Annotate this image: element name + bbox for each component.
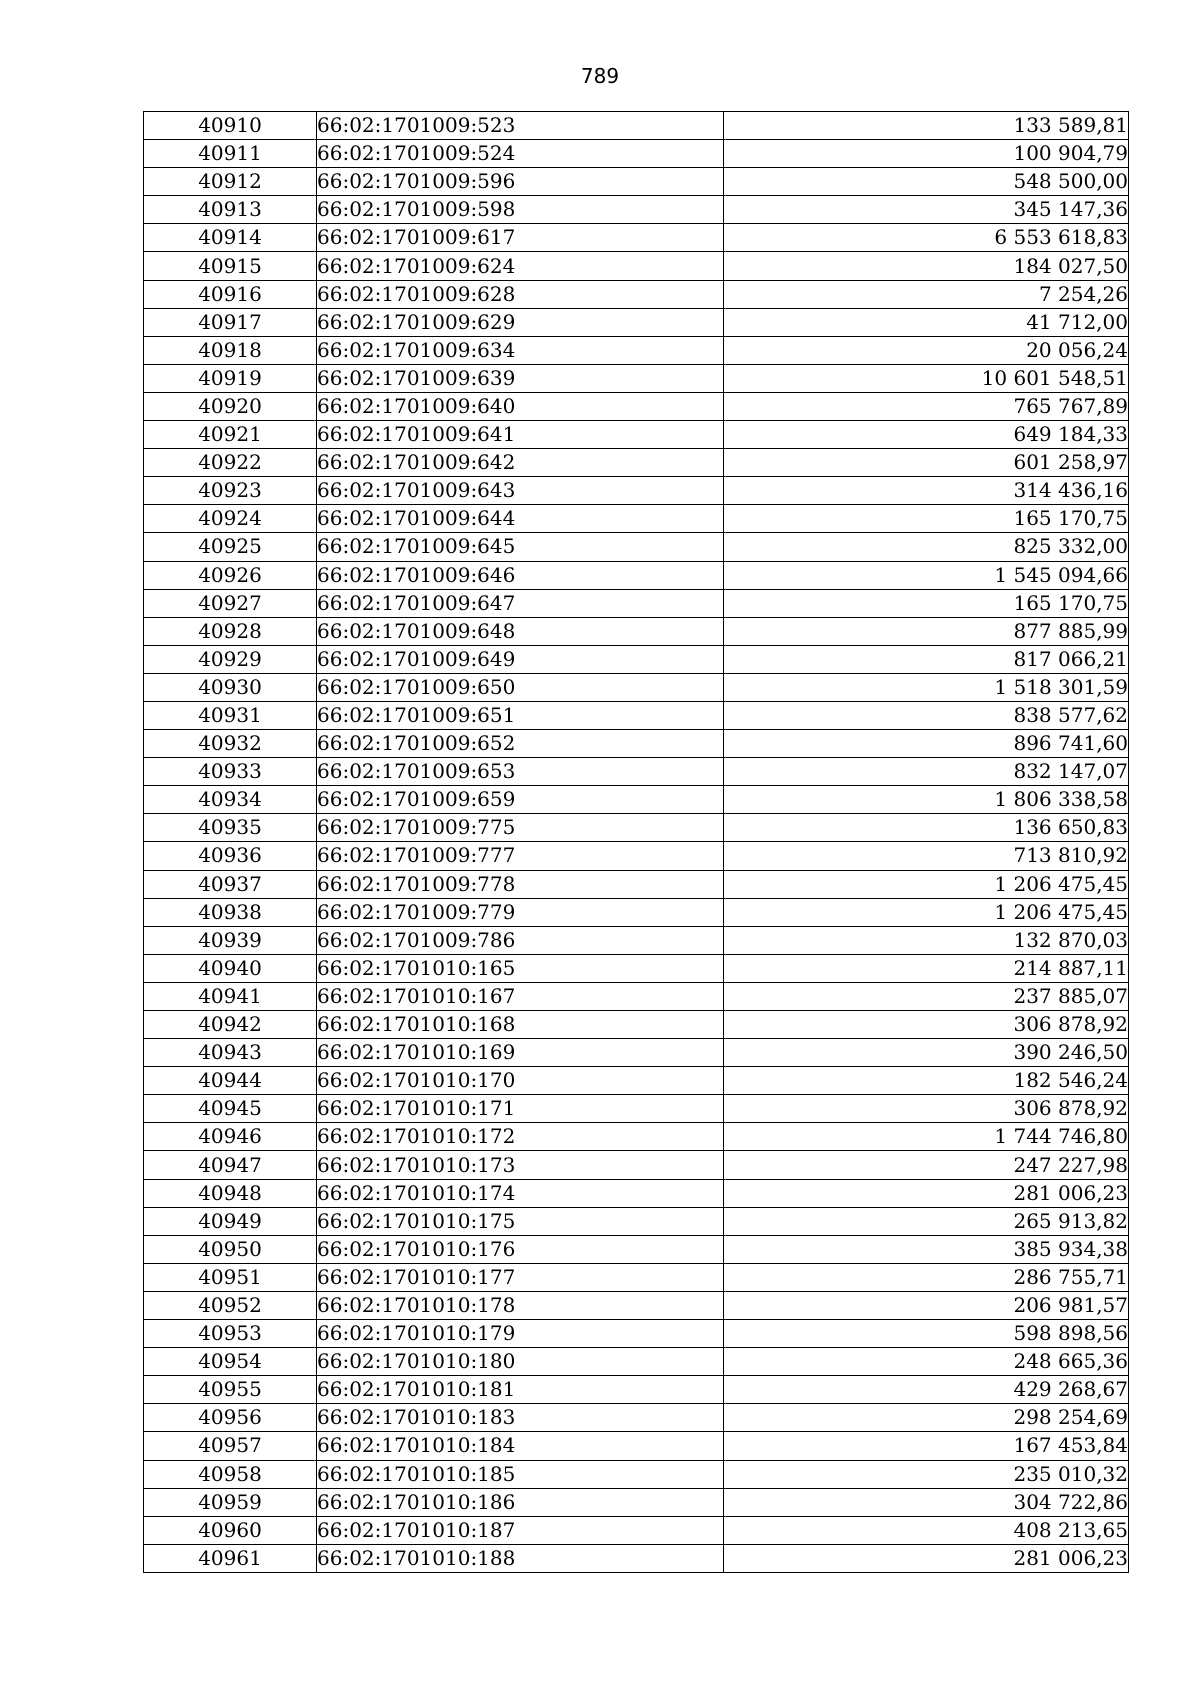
row-number-cell: 40946 [144, 1123, 317, 1151]
row-number-cell: 40948 [144, 1179, 317, 1207]
cadastral-value-cell: 1 206 475,45 [724, 898, 1129, 926]
cadastral-value-cell: 7 254,26 [724, 280, 1129, 308]
table-row [144, 336, 1129, 364]
table-row [144, 730, 1129, 758]
cadastral-value-cell: 429 268,67 [724, 1376, 1129, 1404]
cadastral-number-cell: 66:02:1701010:176 [317, 1235, 724, 1263]
row-number-cell: 40951 [144, 1263, 317, 1291]
table-row [144, 1151, 1129, 1179]
row-number-cell: 40920 [144, 392, 317, 420]
table-row [144, 673, 1129, 701]
cadastral-value-cell: 167 453,84 [724, 1432, 1129, 1460]
cadastral-number-cell: 66:02:1701009:649 [317, 645, 724, 673]
row-number-cell: 40910 [144, 112, 317, 140]
cadastral-value-cell: 281 006,23 [724, 1544, 1129, 1572]
table-row [144, 364, 1129, 392]
cadastral-number-cell: 66:02:1701010:179 [317, 1320, 724, 1348]
cadastral-value-cell: 832 147,07 [724, 758, 1129, 786]
cadastral-number-cell: 66:02:1701009:651 [317, 701, 724, 729]
cadastral-value-cell: 206 981,57 [724, 1291, 1129, 1319]
table-row [144, 1011, 1129, 1039]
cadastral-value-cell: 345 147,36 [724, 196, 1129, 224]
cadastral-number-cell: 66:02:1701010:175 [317, 1207, 724, 1235]
row-number-cell: 40953 [144, 1320, 317, 1348]
table-row [144, 252, 1129, 280]
row-number-cell: 40943 [144, 1039, 317, 1067]
cadastral-number-cell: 66:02:1701009:628 [317, 280, 724, 308]
cadastral-value-cell: 6 553 618,83 [724, 224, 1129, 252]
row-number-cell: 40931 [144, 701, 317, 729]
cadastral-value-cell: 184 027,50 [724, 252, 1129, 280]
cadastral-value-cell: 408 213,65 [724, 1516, 1129, 1544]
cadastral-value-cell: 817 066,21 [724, 645, 1129, 673]
row-number-cell: 40922 [144, 449, 317, 477]
cadastral-number-cell: 66:02:1701009:617 [317, 224, 724, 252]
cadastral-value-cell: 248 665,36 [724, 1348, 1129, 1376]
cadastral-number-cell: 66:02:1701010:180 [317, 1348, 724, 1376]
cadastral-value-cell: 649 184,33 [724, 421, 1129, 449]
cadastral-number-cell: 66:02:1701009:778 [317, 870, 724, 898]
cadastral-number-cell: 66:02:1701009:639 [317, 364, 724, 392]
cadastral-number-cell: 66:02:1701009:650 [317, 673, 724, 701]
cadastral-number-cell: 66:02:1701010:186 [317, 1488, 724, 1516]
row-number-cell: 40924 [144, 505, 317, 533]
table-row [144, 954, 1129, 982]
table-row [144, 224, 1129, 252]
table-row [144, 449, 1129, 477]
table-row [144, 421, 1129, 449]
cadastral-number-cell: 66:02:1701009:779 [317, 898, 724, 926]
row-number-cell: 40923 [144, 477, 317, 505]
row-number-cell: 40955 [144, 1376, 317, 1404]
row-number-cell: 40957 [144, 1432, 317, 1460]
cadastral-value-cell: 1 206 475,45 [724, 870, 1129, 898]
cadastral-value-cell: 314 436,16 [724, 477, 1129, 505]
table-row [144, 1460, 1129, 1488]
cadastral-number-cell: 66:02:1701010:170 [317, 1067, 724, 1095]
table-body [144, 112, 1129, 1573]
cadastral-value-cell: 20 056,24 [724, 336, 1129, 364]
cadastral-number-cell: 66:02:1701009:652 [317, 730, 724, 758]
row-number-cell: 40919 [144, 364, 317, 392]
cadastral-number-cell: 66:02:1701010:177 [317, 1263, 724, 1291]
table-row [144, 814, 1129, 842]
cadastral-number-cell: 66:02:1701009:624 [317, 252, 724, 280]
page-number: 789 [580, 64, 620, 88]
cadastral-number-cell: 66:02:1701010:187 [317, 1516, 724, 1544]
cadastral-value-cell: 286 755,71 [724, 1263, 1129, 1291]
cadastral-number-cell: 66:02:1701009:640 [317, 392, 724, 420]
table-row [144, 786, 1129, 814]
table-row [144, 1544, 1129, 1572]
cadastral-value-cell: 877 885,99 [724, 617, 1129, 645]
cadastral-value-cell: 598 898,56 [724, 1320, 1129, 1348]
table-row [144, 982, 1129, 1010]
cadastral-number-cell: 66:02:1701009:642 [317, 449, 724, 477]
row-number-cell: 40950 [144, 1235, 317, 1263]
cadastral-value-cell: 713 810,92 [724, 842, 1129, 870]
table-row [144, 1348, 1129, 1376]
cadastral-number-cell: 66:02:1701010:183 [317, 1404, 724, 1432]
table-row [144, 392, 1129, 420]
table-row [144, 1320, 1129, 1348]
row-number-cell: 40949 [144, 1207, 317, 1235]
table-row [144, 758, 1129, 786]
row-number-cell: 40937 [144, 870, 317, 898]
cadastral-value-cell: 548 500,00 [724, 168, 1129, 196]
cadastral-number-cell: 66:02:1701009:524 [317, 140, 724, 168]
cadastral-number-cell: 66:02:1701010:181 [317, 1376, 724, 1404]
table-row [144, 505, 1129, 533]
cadastral-number-cell: 66:02:1701010:171 [317, 1095, 724, 1123]
cadastral-value-cell: 132 870,03 [724, 926, 1129, 954]
row-number-cell: 40933 [144, 758, 317, 786]
row-number-cell: 40925 [144, 533, 317, 561]
table-row [144, 842, 1129, 870]
row-number-cell: 40927 [144, 589, 317, 617]
row-number-cell: 40930 [144, 673, 317, 701]
cadastral-value-cell: 306 878,92 [724, 1095, 1129, 1123]
table-row [144, 617, 1129, 645]
cadastral-number-cell: 66:02:1701010:168 [317, 1011, 724, 1039]
table-row [144, 645, 1129, 673]
row-number-cell: 40952 [144, 1291, 317, 1319]
row-number-cell: 40911 [144, 140, 317, 168]
cadastral-number-cell: 66:02:1701010:174 [317, 1179, 724, 1207]
cadastral-number-cell: 66:02:1701010:188 [317, 1544, 724, 1572]
cadastral-number-cell: 66:02:1701010:172 [317, 1123, 724, 1151]
table-row [144, 1432, 1129, 1460]
table-row [144, 926, 1129, 954]
cadastral-number-cell: 66:02:1701010:169 [317, 1039, 724, 1067]
cadastral-value-cell: 1 744 746,80 [724, 1123, 1129, 1151]
cadastral-number-cell: 66:02:1701010:167 [317, 982, 724, 1010]
table-row [144, 1263, 1129, 1291]
table-row [144, 561, 1129, 589]
row-number-cell: 40918 [144, 336, 317, 364]
row-number-cell: 40928 [144, 617, 317, 645]
cadastral-number-cell: 66:02:1701010:165 [317, 954, 724, 982]
row-number-cell: 40926 [144, 561, 317, 589]
cadastral-value-cell: 281 006,23 [724, 1179, 1129, 1207]
cadastral-number-cell: 66:02:1701009:644 [317, 505, 724, 533]
cadastral-number-cell: 66:02:1701009:641 [317, 421, 724, 449]
cadastral-number-cell: 66:02:1701009:659 [317, 786, 724, 814]
cadastral-number-cell: 66:02:1701009:648 [317, 617, 724, 645]
cadastral-number-cell: 66:02:1701009:775 [317, 814, 724, 842]
row-number-cell: 40915 [144, 252, 317, 280]
table-row [144, 1235, 1129, 1263]
cadastral-value-cell: 182 546,24 [724, 1067, 1129, 1095]
cadastral-value-cell: 1 518 301,59 [724, 673, 1129, 701]
table-row [144, 112, 1129, 140]
cadastral-number-cell: 66:02:1701009:643 [317, 477, 724, 505]
row-number-cell: 40947 [144, 1151, 317, 1179]
cadastral-value-cell: 165 170,75 [724, 589, 1129, 617]
table-row [144, 898, 1129, 926]
cadastral-number-cell: 66:02:1701010:173 [317, 1151, 724, 1179]
table-row [144, 308, 1129, 336]
row-number-cell: 40941 [144, 982, 317, 1010]
table-row [144, 1207, 1129, 1235]
cadastral-value-cell: 133 589,81 [724, 112, 1129, 140]
cadastral-value-cell: 765 767,89 [724, 392, 1129, 420]
cadastral-number-cell: 66:02:1701010:184 [317, 1432, 724, 1460]
cadastral-number-cell: 66:02:1701009:645 [317, 533, 724, 561]
row-number-cell: 40944 [144, 1067, 317, 1095]
cadastral-number-cell: 66:02:1701009:653 [317, 758, 724, 786]
row-number-cell: 40921 [144, 421, 317, 449]
cadastral-number-cell: 66:02:1701009:647 [317, 589, 724, 617]
table-row [144, 1488, 1129, 1516]
table-row [144, 701, 1129, 729]
cadastral-value-cell: 1 545 094,66 [724, 561, 1129, 589]
cadastral-value-cell: 10 601 548,51 [724, 364, 1129, 392]
table-row [144, 533, 1129, 561]
table-row [144, 477, 1129, 505]
cadastral-value-cell: 136 650,83 [724, 814, 1129, 842]
cadastral-number-cell: 66:02:1701010:178 [317, 1291, 724, 1319]
cadastral-value-cell: 165 170,75 [724, 505, 1129, 533]
cadastral-value-cell: 214 887,11 [724, 954, 1129, 982]
cadastral-value-cell: 41 712,00 [724, 308, 1129, 336]
row-number-cell: 40959 [144, 1488, 317, 1516]
cadastral-value-cell: 390 246,50 [724, 1039, 1129, 1067]
cadastral-number-cell: 66:02:1701009:786 [317, 926, 724, 954]
cadastral-value-cell: 100 904,79 [724, 140, 1129, 168]
cadastral-value-cell: 601 258,97 [724, 449, 1129, 477]
cadastral-value-cell: 304 722,86 [724, 1488, 1129, 1516]
cadastral-value-cell: 298 254,69 [724, 1404, 1129, 1432]
table-row [144, 1179, 1129, 1207]
table-row [144, 1404, 1129, 1432]
row-number-cell: 40940 [144, 954, 317, 982]
row-number-cell: 40912 [144, 168, 317, 196]
table-row [144, 589, 1129, 617]
cadastral-number-cell: 66:02:1701009:634 [317, 336, 724, 364]
cadastral-number-cell: 66:02:1701009:523 [317, 112, 724, 140]
cadastral-number-cell: 66:02:1701009:596 [317, 168, 724, 196]
table-row [144, 1376, 1129, 1404]
cadastral-value-cell: 306 878,92 [724, 1011, 1129, 1039]
row-number-cell: 40934 [144, 786, 317, 814]
cadastral-value-cell: 247 227,98 [724, 1151, 1129, 1179]
row-number-cell: 40954 [144, 1348, 317, 1376]
table-row [144, 168, 1129, 196]
row-number-cell: 40939 [144, 926, 317, 954]
cadastral-number-cell: 66:02:1701010:185 [317, 1460, 724, 1488]
table-row [144, 870, 1129, 898]
table-row [144, 1039, 1129, 1067]
row-number-cell: 40935 [144, 814, 317, 842]
table-row [144, 196, 1129, 224]
cadastral-value-cell: 235 010,32 [724, 1460, 1129, 1488]
row-number-cell: 40917 [144, 308, 317, 336]
cadastral-number-cell: 66:02:1701009:598 [317, 196, 724, 224]
cadastral-value-cell: 1 806 338,58 [724, 786, 1129, 814]
table-row [144, 1291, 1129, 1319]
row-number-cell: 40958 [144, 1460, 317, 1488]
row-number-cell: 40960 [144, 1516, 317, 1544]
cadastral-value-cell: 838 577,62 [724, 701, 1129, 729]
cadastral-value-cell: 896 741,60 [724, 730, 1129, 758]
cadastral-value-table [143, 111, 1129, 1573]
row-number-cell: 40936 [144, 842, 317, 870]
row-number-cell: 40932 [144, 730, 317, 758]
row-number-cell: 40914 [144, 224, 317, 252]
cadastral-value-cell: 265 913,82 [724, 1207, 1129, 1235]
cadastral-number-cell: 66:02:1701009:646 [317, 561, 724, 589]
cadastral-number-cell: 66:02:1701009:629 [317, 308, 724, 336]
cadastral-value-cell: 825 332,00 [724, 533, 1129, 561]
row-number-cell: 40929 [144, 645, 317, 673]
row-number-cell: 40945 [144, 1095, 317, 1123]
row-number-cell: 40913 [144, 196, 317, 224]
table-row [144, 1067, 1129, 1095]
table-row [144, 1123, 1129, 1151]
cadastral-number-cell: 66:02:1701009:777 [317, 842, 724, 870]
cadastral-value-cell: 385 934,38 [724, 1235, 1129, 1263]
table-row [144, 1095, 1129, 1123]
cadastral-value-cell: 237 885,07 [724, 982, 1129, 1010]
row-number-cell: 40956 [144, 1404, 317, 1432]
row-number-cell: 40916 [144, 280, 317, 308]
table-row [144, 1516, 1129, 1544]
table-row [144, 140, 1129, 168]
row-number-cell: 40961 [144, 1544, 317, 1572]
row-number-cell: 40942 [144, 1011, 317, 1039]
table-row [144, 280, 1129, 308]
row-number-cell: 40938 [144, 898, 317, 926]
